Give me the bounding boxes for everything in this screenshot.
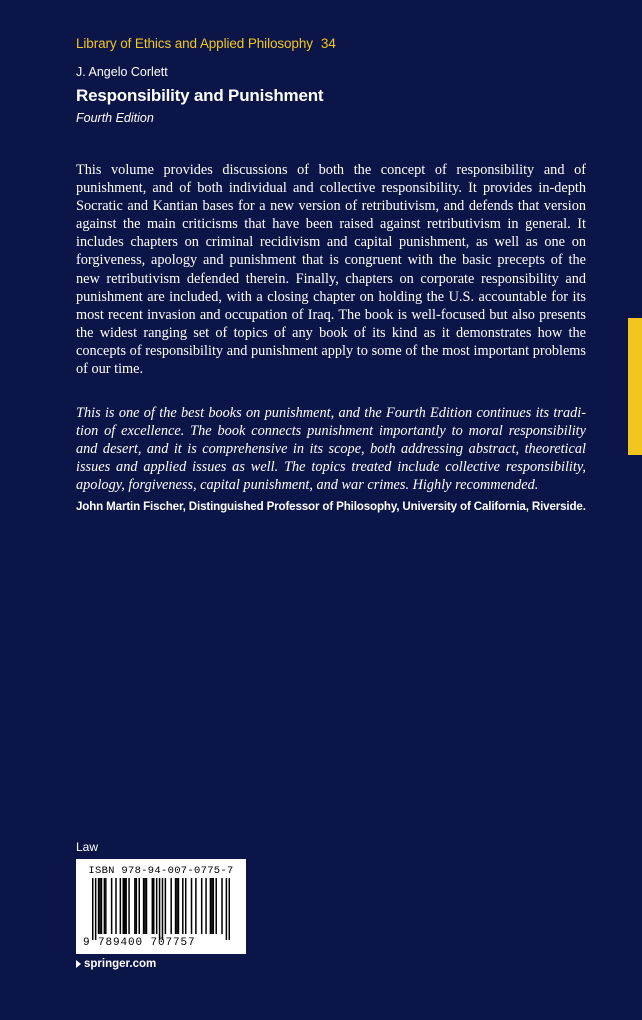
book-description: This volume provides discussions of both the concept of responsibility and of punishment, and of both individual and collective responsibility. It provides in-depth Socratic and Kantian bases for a new version of retributivism, and defends that version against the main criticisms that have been raised against retributivism in general. It includes chapters on criminal recidivism and capital punishment, as well as one on forgiveness, apology and punishment that is congruent with the basic precepts of the new retributivism defended therein. Finally, chapters on corporate responsibility and punishment are included, with a closing chapter on holding the U.S. accountable for its most recent invasion and occupation of Iraq. The book is well-focused but also presents the widest ranging set of topics of any book of its kind as it demonstrates how the concepts of responsibility and punishment apply to some of the most important problems of our time. xyxy=(76,162,586,378)
barcode-bar xyxy=(170,878,172,934)
isbn-number: ISBN 978-94-007-0775-7 xyxy=(88,865,234,877)
barcode-bar xyxy=(134,878,136,934)
barcode-bar xyxy=(143,878,145,934)
barcode-bar xyxy=(162,878,164,940)
barcode-bar xyxy=(128,878,130,934)
barcode-bar xyxy=(104,878,106,934)
barcode-bar xyxy=(221,878,223,934)
barcode-bar xyxy=(111,878,113,934)
barcode-bar xyxy=(144,878,146,934)
barcode-bar xyxy=(229,878,230,940)
barcode-bar xyxy=(123,878,125,934)
edition-label: Fourth Edition xyxy=(76,111,154,125)
barcode-bar xyxy=(185,878,187,934)
accent-bar xyxy=(628,318,642,455)
barcode-bar xyxy=(205,878,207,934)
publisher-url: springer.com xyxy=(84,958,157,970)
ean-digits: 9 789400 707757 xyxy=(83,937,196,949)
barcode-bar xyxy=(138,878,140,934)
barcode-bar xyxy=(98,878,100,934)
review-quote: This is one of the best books on punishment, and the Fourth Edition continues its tradition of excellence. The book connects punishment importantly to moral responsibility and desert, and it is comprehensive in its scope, both addressing abstract, theoretical issues and applied issues as well. The topics treated include collective responsibility, apology, forgiveness, capital punishment, and war crimes. Highly recommended. xyxy=(76,405,586,494)
barcode-bar xyxy=(120,878,122,934)
barcode-bar xyxy=(99,878,101,934)
barcode-bar xyxy=(201,878,203,934)
barcode-bar xyxy=(95,878,97,940)
barcode-bar xyxy=(210,878,212,934)
barcode-bar xyxy=(146,878,148,934)
series-name: Library of Ethics and Applied Philosophy xyxy=(76,36,313,51)
subject-category: Law xyxy=(76,840,99,854)
barcode-bar xyxy=(153,878,155,934)
barcode-bar xyxy=(165,878,167,934)
barcode-bar xyxy=(125,878,127,934)
barcode-bar xyxy=(105,878,107,934)
barcode-bar xyxy=(182,878,184,934)
barcode-bar xyxy=(115,878,117,934)
barcode-bar xyxy=(156,878,158,934)
barcode-bar xyxy=(159,878,161,940)
publisher-link[interactable] xyxy=(76,958,156,970)
barcode-bar xyxy=(195,878,197,934)
barcode-bar xyxy=(191,878,193,934)
barcode-bar xyxy=(92,878,94,940)
isbn-barcode xyxy=(76,859,246,954)
series-number: 34 xyxy=(320,36,336,51)
author-name: J. Angelo Corlett xyxy=(76,65,168,79)
barcode-bar xyxy=(211,878,213,934)
barcode-bar xyxy=(152,878,154,934)
review-attribution: John Martin Fischer, Distinguished Professor of Philosophy, University of California, Riverside. xyxy=(76,500,586,513)
barcode-bar xyxy=(226,878,228,940)
arrow-right-icon xyxy=(76,960,81,968)
barcode-bar xyxy=(176,878,178,934)
barcode-bar xyxy=(215,878,217,934)
book-title: Responsibility and Punishment xyxy=(76,86,324,105)
barcode-bar xyxy=(175,878,177,934)
barcode-bar xyxy=(178,878,180,934)
barcode-bars xyxy=(92,878,230,940)
barcode-bar xyxy=(213,878,215,934)
barcode-bar xyxy=(101,878,103,934)
barcode-bar xyxy=(124,878,126,934)
barcode-bar xyxy=(136,878,138,934)
series-title xyxy=(76,36,336,51)
